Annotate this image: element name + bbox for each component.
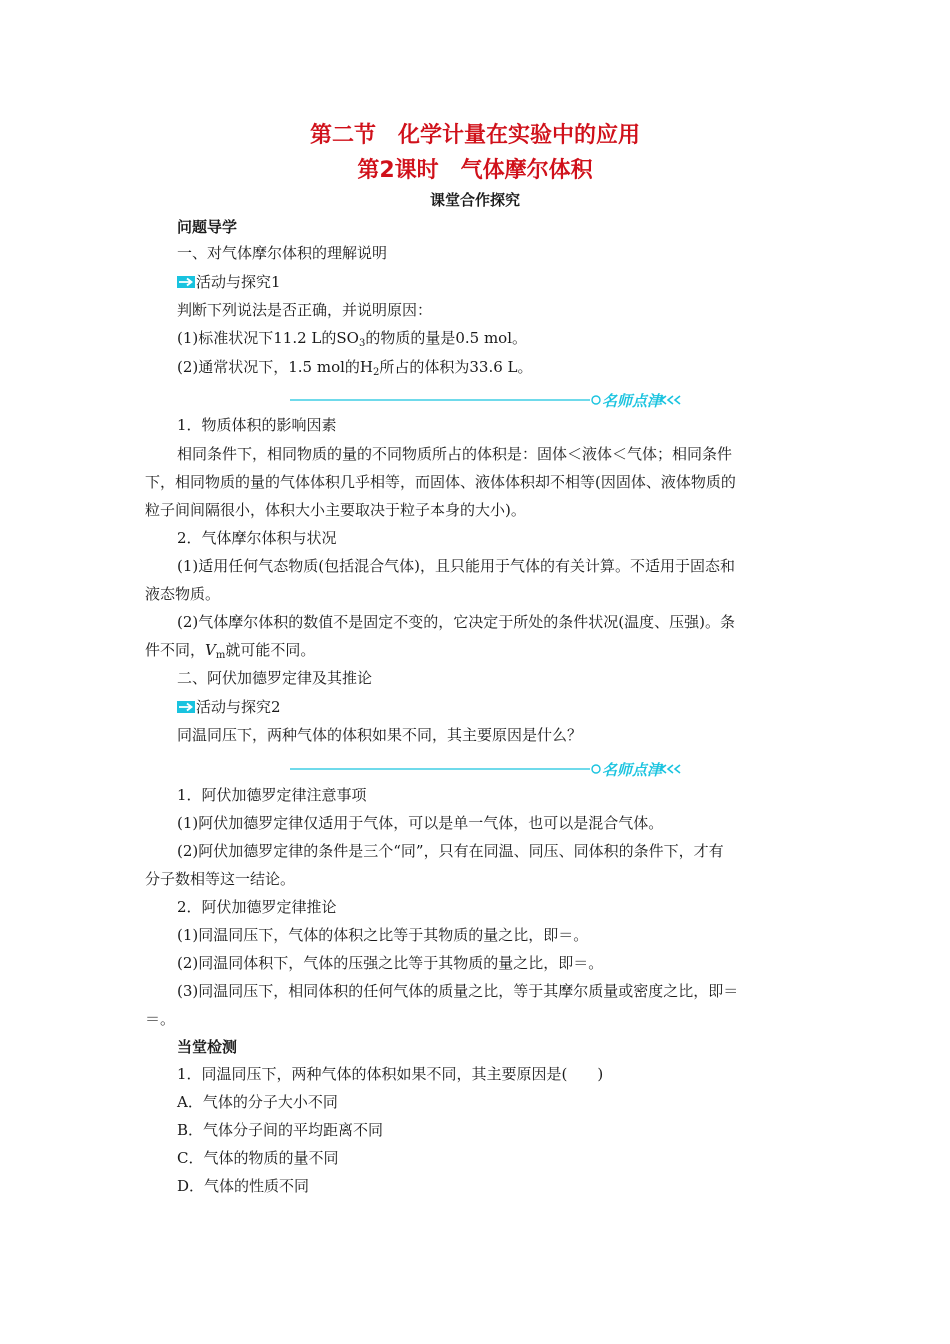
guide-heading: 问题导学	[177, 218, 238, 236]
option-b: B．气体分子间的平均距离不同	[177, 1121, 384, 1139]
activity1-label: 活动与探究1	[196, 273, 281, 291]
part2-heading: 二、阿伏加德罗定律及其推论	[177, 669, 373, 687]
activity2-line	[177, 697, 281, 717]
option-d: D．气体的性质不同	[177, 1177, 310, 1195]
section-title: 第二节 化学计量在实验中的应用	[309, 123, 640, 148]
activity2-label: 活动与探究2	[196, 698, 281, 716]
p2-heading: 2．气体摩尔体积与状况	[177, 529, 337, 547]
p1-line2: 下，相同物质的量的气体体积几乎相等，而固体、液体体积却不相等(因固体、液体物质的	[145, 473, 736, 491]
p1-line3: 粒子间间隔很小，体积大小主要取决于粒子本身的大小)。	[145, 501, 526, 519]
a2-item3-line2: ＝。	[145, 1010, 176, 1028]
question-1: (1)标准状况下11.2 L的$SO_3$的物质的量是0.5 mol。	[177, 329, 528, 349]
arrow-icon	[177, 276, 195, 288]
part1-heading: 一、对气体摩尔体积的理解说明	[177, 244, 388, 262]
divider-label: 名师点津	[602, 392, 663, 409]
p2-item1-line1: (1)适用任何气态物质(包括混合气体)，且只能用于气体的有关计算。不适用于固态和	[177, 557, 735, 575]
a1-heading: 1．阿伏加德罗定律注意事项	[177, 786, 367, 804]
a1-item2-line2: 分子数相等这一结论。	[145, 870, 296, 888]
a2-heading: 2．阿伏加德罗定律推论	[177, 898, 337, 916]
a1-item1: (1)阿伏加德罗定律仅适用于气体，可以是单一气体，也可以是混合气体。	[177, 814, 664, 832]
arrow-icon	[177, 701, 195, 713]
p1-line1: 相同条件下，相同物质的量的不同物质所占的体积是：固体＜液体＜气体；相同条件	[177, 445, 733, 463]
p1-heading: 1．物质体积的影响因素	[177, 416, 337, 434]
tips-divider	[290, 760, 690, 778]
activity2-prompt: 同温同压下，两种气体的体积如果不同，其主要原因是什么？	[177, 726, 583, 744]
p2-item2-line2: 件不同，$V_m$就可能不同。	[145, 641, 316, 661]
a2-item3-line1: (3)同温同压下，相同体积的任何气体的质量之比，等于其摩尔质量或密度之比，即＝	[177, 982, 739, 1000]
tips-divider	[290, 391, 690, 409]
a1-item2-line1: (2)阿伏加德罗定律的条件是三个“同”，只有在同温、同压、同体积的条件下，才有	[177, 842, 724, 860]
a2-item1: (1)同温同压下，气体的体积之比等于其物质的量之比，即＝。	[177, 926, 589, 944]
page-subtitle: 课堂合作探究	[429, 191, 520, 209]
a2-item2: (2)同温同体积下，气体的压强之比等于其物质的量之比，即＝。	[177, 954, 604, 972]
option-c: C．气体的物质的量不同	[177, 1149, 339, 1167]
lesson-title: 第2课时 气体摩尔体积	[357, 158, 593, 183]
check-heading: 当堂检测	[177, 1038, 238, 1056]
p2-item1-line2: 液态物质。	[145, 585, 221, 603]
activity1-prompt: 判断下列说法是否正确，并说明原因：	[177, 301, 433, 319]
p2-item2-line1: (2)气体摩尔体积的数值不是固定不变的，它决定于所处的条件状况(温度、压强)。条	[177, 613, 735, 631]
option-a: A．气体的分子大小不同	[177, 1093, 338, 1111]
question-2: (2)通常状况下，1.5 mol的$H_2$所占的体积为33.6 L。	[177, 358, 533, 378]
activity1-line	[177, 272, 281, 292]
check-question-1: 1．同温同压下，两种气体的体积如果不同，其主要原因是( )	[177, 1065, 604, 1083]
divider-label: 名师点津	[602, 761, 663, 778]
